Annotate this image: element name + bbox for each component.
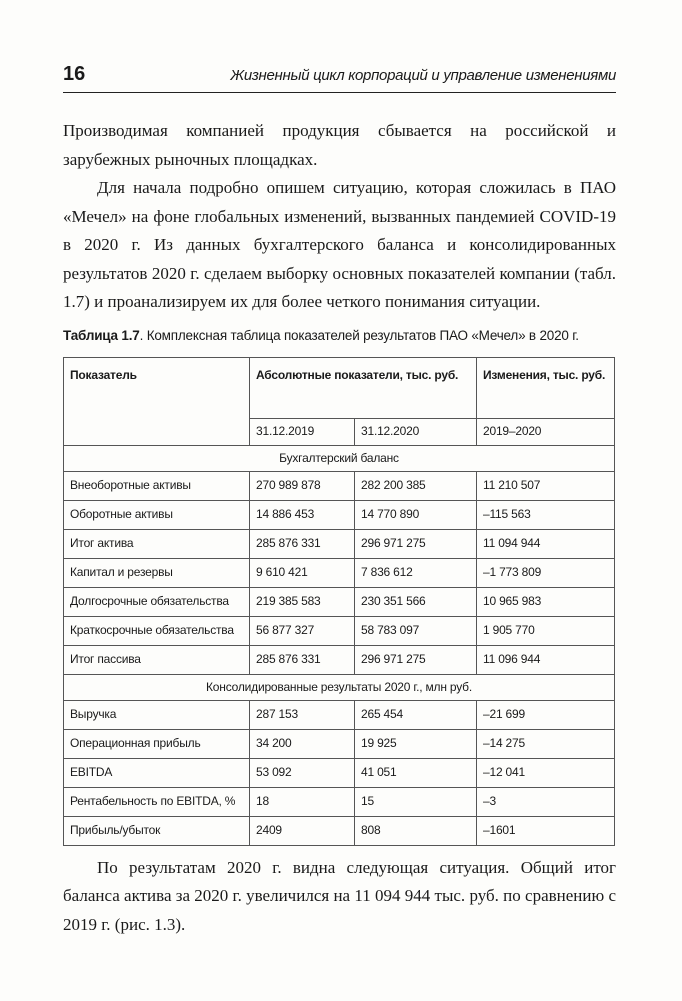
value-cell: 270 989 878: [250, 471, 355, 500]
running-title: Жизненный цикл корпораций и управление изменениями: [230, 67, 616, 84]
value-cell: 9 610 421: [250, 558, 355, 587]
value-cell: 287 153: [250, 700, 355, 729]
value-cell: 265 454: [355, 700, 477, 729]
value-cell: 296 971 275: [355, 529, 477, 558]
subheader-cell: 31.12.2019: [250, 418, 355, 445]
subheader-cell: 31.12.2020: [355, 418, 477, 445]
caption-label: Таблица 1.7: [63, 327, 140, 343]
value-cell: 18: [250, 787, 355, 816]
paragraph: Для начала подробно опишем ситуацию, которая сложилась в ПАО «Мечел» на фоне глобальных изменений, вызванных пандемией COVID-19 в 2020 г. Из данных бухгалтерского баланса и консолидированных результатов 2020 г. сделаем выборку основных показателей компании (табл. 1.7) и проанализируем их для более четкого понимания ситуации.: [63, 178, 616, 311]
value-cell: 58 783 097: [355, 616, 477, 645]
section-row: Консолидированные результаты 2020 г., млн руб.: [64, 674, 615, 700]
value-cell: –115 563: [477, 500, 615, 529]
value-cell: 56 877 327: [250, 616, 355, 645]
indicator-name-cell: Прибыль/убыток: [64, 816, 250, 845]
closing-text: [63, 854, 616, 940]
value-cell: 41 051: [355, 758, 477, 787]
header-cell: Показатель: [64, 357, 250, 445]
body-text: [63, 117, 616, 317]
paragraph: По результатам 2020 г. видна следующая ситуация. Общий итог баланса актива за 2020 г. увеличился на 11 094 944 тыс. руб. по сравнению с 2019 г. (рис. 1.3).: [63, 857, 616, 934]
table-row: [64, 587, 615, 616]
value-cell: 53 092: [250, 758, 355, 787]
value-cell: –1601: [477, 816, 615, 845]
table-row: [64, 729, 615, 758]
value-cell: 34 200: [250, 729, 355, 758]
value-cell: 282 200 385: [355, 471, 477, 500]
value-cell: –12 041: [477, 758, 615, 787]
indicator-name-cell: Итог актива: [64, 529, 250, 558]
value-cell: 230 351 566: [355, 587, 477, 616]
table-caption: [63, 327, 616, 345]
table-row: [64, 645, 615, 674]
indicator-name-cell: Итог пассива: [64, 645, 250, 674]
indicators-table: [63, 357, 615, 846]
indicator-name-cell: Выручка: [64, 700, 250, 729]
value-cell: 285 876 331: [250, 529, 355, 558]
value-cell: 2409: [250, 816, 355, 845]
page-number: 16: [63, 63, 86, 85]
value-cell: 219 385 583: [250, 587, 355, 616]
value-cell: 19 925: [355, 729, 477, 758]
table-row: [64, 616, 615, 645]
indicator-name-cell: Операционная прибыль: [64, 729, 250, 758]
value-cell: –1 773 809: [477, 558, 615, 587]
section-row: Бухгалтерский баланс: [64, 445, 615, 471]
value-cell: –3: [477, 787, 615, 816]
value-cell: –14 275: [477, 729, 615, 758]
value-cell: 1 905 770: [477, 616, 615, 645]
table-row: [64, 529, 615, 558]
header-cell: Абсолютные показатели, тыс. руб.: [250, 357, 477, 418]
indicator-name-cell: Долгосрочные обязательства: [64, 587, 250, 616]
value-cell: 15: [355, 787, 477, 816]
value-cell: –21 699: [477, 700, 615, 729]
value-cell: 11 210 507: [477, 471, 615, 500]
indicator-name-cell: Капитал и резервы: [64, 558, 250, 587]
table-row: [64, 471, 615, 500]
running-header: [63, 62, 616, 93]
value-cell: 285 876 331: [250, 645, 355, 674]
indicator-name-cell: Внеоборотные активы: [64, 471, 250, 500]
header-cell: Изменения, тыс. руб.: [477, 357, 615, 418]
table-row: [64, 500, 615, 529]
value-cell: 14 770 890: [355, 500, 477, 529]
value-cell: 11 094 944: [477, 529, 615, 558]
value-cell: 808: [355, 816, 477, 845]
subheader-cell: 2019–2020: [477, 418, 615, 445]
value-cell: 7 836 612: [355, 558, 477, 587]
indicator-name-cell: EBITDA: [64, 758, 250, 787]
value-cell: 11 096 944: [477, 645, 615, 674]
indicator-name-cell: Рентабельность по EBITDA, %: [64, 787, 250, 816]
caption-text: . Комплексная таблица показателей результатов ПАО «Мечел» в 2020 г.: [139, 327, 579, 343]
value-cell: 10 965 983: [477, 587, 615, 616]
value-cell: 14 886 453: [250, 500, 355, 529]
table-row: [64, 816, 615, 845]
indicator-name-cell: Оборотные активы: [64, 500, 250, 529]
table-row: [64, 787, 615, 816]
value-cell: 296 971 275: [355, 645, 477, 674]
indicator-name-cell: Краткосрочные обязательства: [64, 616, 250, 645]
table-row: [64, 758, 615, 787]
table-row: [64, 558, 615, 587]
table-row: [64, 700, 615, 729]
paragraph: Производимая компанией продукция сбывается на российской и зарубежных рыночных площадках.: [63, 121, 616, 169]
